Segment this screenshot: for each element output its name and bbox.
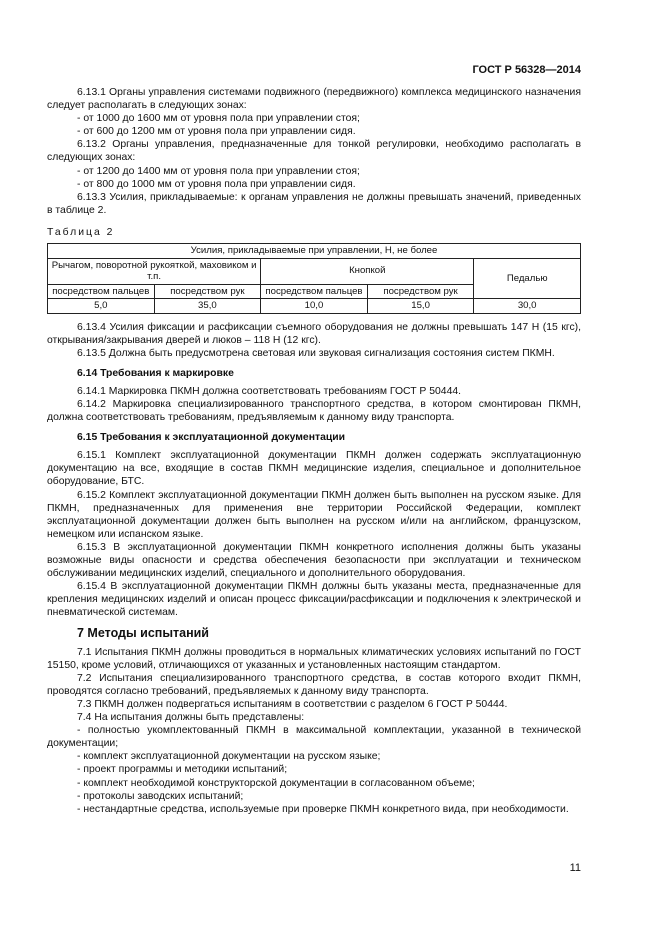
list-item: - от 1200 до 1400 мм от уровня пола при управлении стоя; [77,165,360,177]
section-heading-6-15: 6.15 Требования к эксплуатационной документации [77,432,346,444]
clause-7-1: 7.1 Испытания ПКМН должны проводиться в нормальных климатических условиях испытаний по ГОСТ 15150, кроме условий, отличающихся от указанных и установленных настоящим стандартом. [47,646,581,671]
clause-7-3: 7.3 ПКМН должен подвергаться испытаниям в соответствии с разделом 6 ГОСТ Р 50444. [77,698,508,710]
section-heading-6-14: 6.14 Требования к маркировке [77,367,234,379]
list-item: - нестандартные средства, используемые при проверке ПКМН конкретного вида, при необходимости. [77,803,569,815]
list-item: - от 600 до 1200 мм от уровня пола при управлении сидя. [77,126,356,138]
clause-6-13-3: 6.13.3 Усилия, прикладываемые: к органам управления не должны превышать значений, приведенных в таблице 2. [47,191,581,216]
table-group-lever: Рычагом, поворотной рукояткой, маховиком и т.п. [48,258,261,284]
clause-6-14-2: 6.14.2 Маркировка специализированного транспортного средства, в котором смонтирован ПКМН, должна соответствовать требованиям, предъявляемым к данному виду транспорта. [47,399,581,424]
clause-6-15-4: 6.15.4 В эксплуатационной документации ПКМН должны быть указаны места, предназначенные для крепления медицинских изделий и описан процесс фиксации/расфиксации и подключения к электрической и пневматической системам. [47,581,581,619]
page-content [47,86,581,816]
table-header-pedal: Педалью [474,258,581,299]
clause-6-15-1: 6.15.1 Комплект эксплуатационной документации ПКМН должен содержать эксплуатационную документацию на все, входящие в состав ПКМН медицинские изделия, специальное и дополнительное оборудование, БТС. [47,450,581,488]
clause-6-15-2: 6.15.2 Комплект эксплуатационной документации ПКМН должен быть выполнен на русском языке. Для ПКМН, предназначенных для применения вне территории Российской Федерации, комплект эксплуатационной документации должен быть выполнен на русском и/или на английском, французском, немецком или испанском языке. [47,489,581,540]
table-subheader: посредством рук [154,284,261,299]
clause-7-4: 7.4 На испытания должны быть представлены: [77,712,305,724]
table-top-header: Усилия, прикладываемые при управлении, Н, не более [48,244,581,259]
clause-6-13-2: 6.13.2 Органы управления, предназначенные для тонкой регулировки, необходимо располагать в следующих зонах: [47,139,581,164]
table-cell: 15,0 [367,299,474,314]
list-item: - проект программы и методики испытаний; [77,764,288,776]
table-subheader: посредством пальцев [48,284,155,299]
table-cell: 35,0 [154,299,261,314]
clause-6-13-5: 6.13.5 Должна быть предусмотрена световая или звуковая сигнализация состояния систем ПКМН. [77,347,555,359]
list-item: - комплект эксплуатационной документации на русском языке; [77,751,381,763]
clause-6-14-1: 6.14.1 Маркировка ПКМН должна соответствовать требованиям ГОСТ Р 50444. [77,385,462,397]
list-item: - от 1000 до 1600 мм от уровня пола при управлении стоя; [77,113,360,125]
table-cell: 10,0 [261,299,368,314]
list-item: - протоколы заводских испытаний; [77,790,244,802]
table-group-button: Кнопкой [261,258,474,284]
clause-6-13-1: 6.13.1 Органы управления системами подвижного (передвижного) комплекса медицинского назначения следует располагать в следующих зонах: [47,87,581,112]
table-row [48,299,581,314]
clause-6-15-3: 6.15.3 В эксплуатационной документации ПКМН конкретного исполнения должны быть указаны возможные виды опасности и средства обеспечения безопасности при эксплуатации и техническом обслуживании медицинских изделий, специального и дополнительного оборудования. [47,541,581,580]
list-item: - от 800 до 1000 мм от уровня пола при управлении сидя. [77,178,356,190]
clause-6-13-4: 6.13.4 Усилия фиксации и расфиксации съемного оборудования не должны превышать 147 Н (15 кгс), открывания/закрывания дверей и люков – 118 Н (12 кгс). [47,321,581,346]
table-caption: Таблица 2 [47,226,115,238]
list-item: - полностью укомплектованный ПКМН в максимальной комплектации, указанной в технической документации; [47,725,581,750]
page-number: 11 [569,862,581,874]
table-subheader: посредством рук [367,284,474,299]
forces-table [47,243,581,314]
table-cell: 5,0 [48,299,155,314]
table-cell: 30,0 [474,299,581,314]
section-heading-7: 7 Методы испытаний [77,625,209,640]
clause-7-2: 7.2 Испытания специализированного транспортного средства, в состав которого входит ПКМН, проводятся согласно требований, предъявляемых к данному виду транспорта. [47,672,581,697]
standard-header: ГОСТ Р 56328—2014 [472,64,581,76]
list-item: - комплект необходимой конструкторской документации в согласованном объеме; [77,777,475,789]
table-subheader: посредством пальцев [261,284,368,299]
